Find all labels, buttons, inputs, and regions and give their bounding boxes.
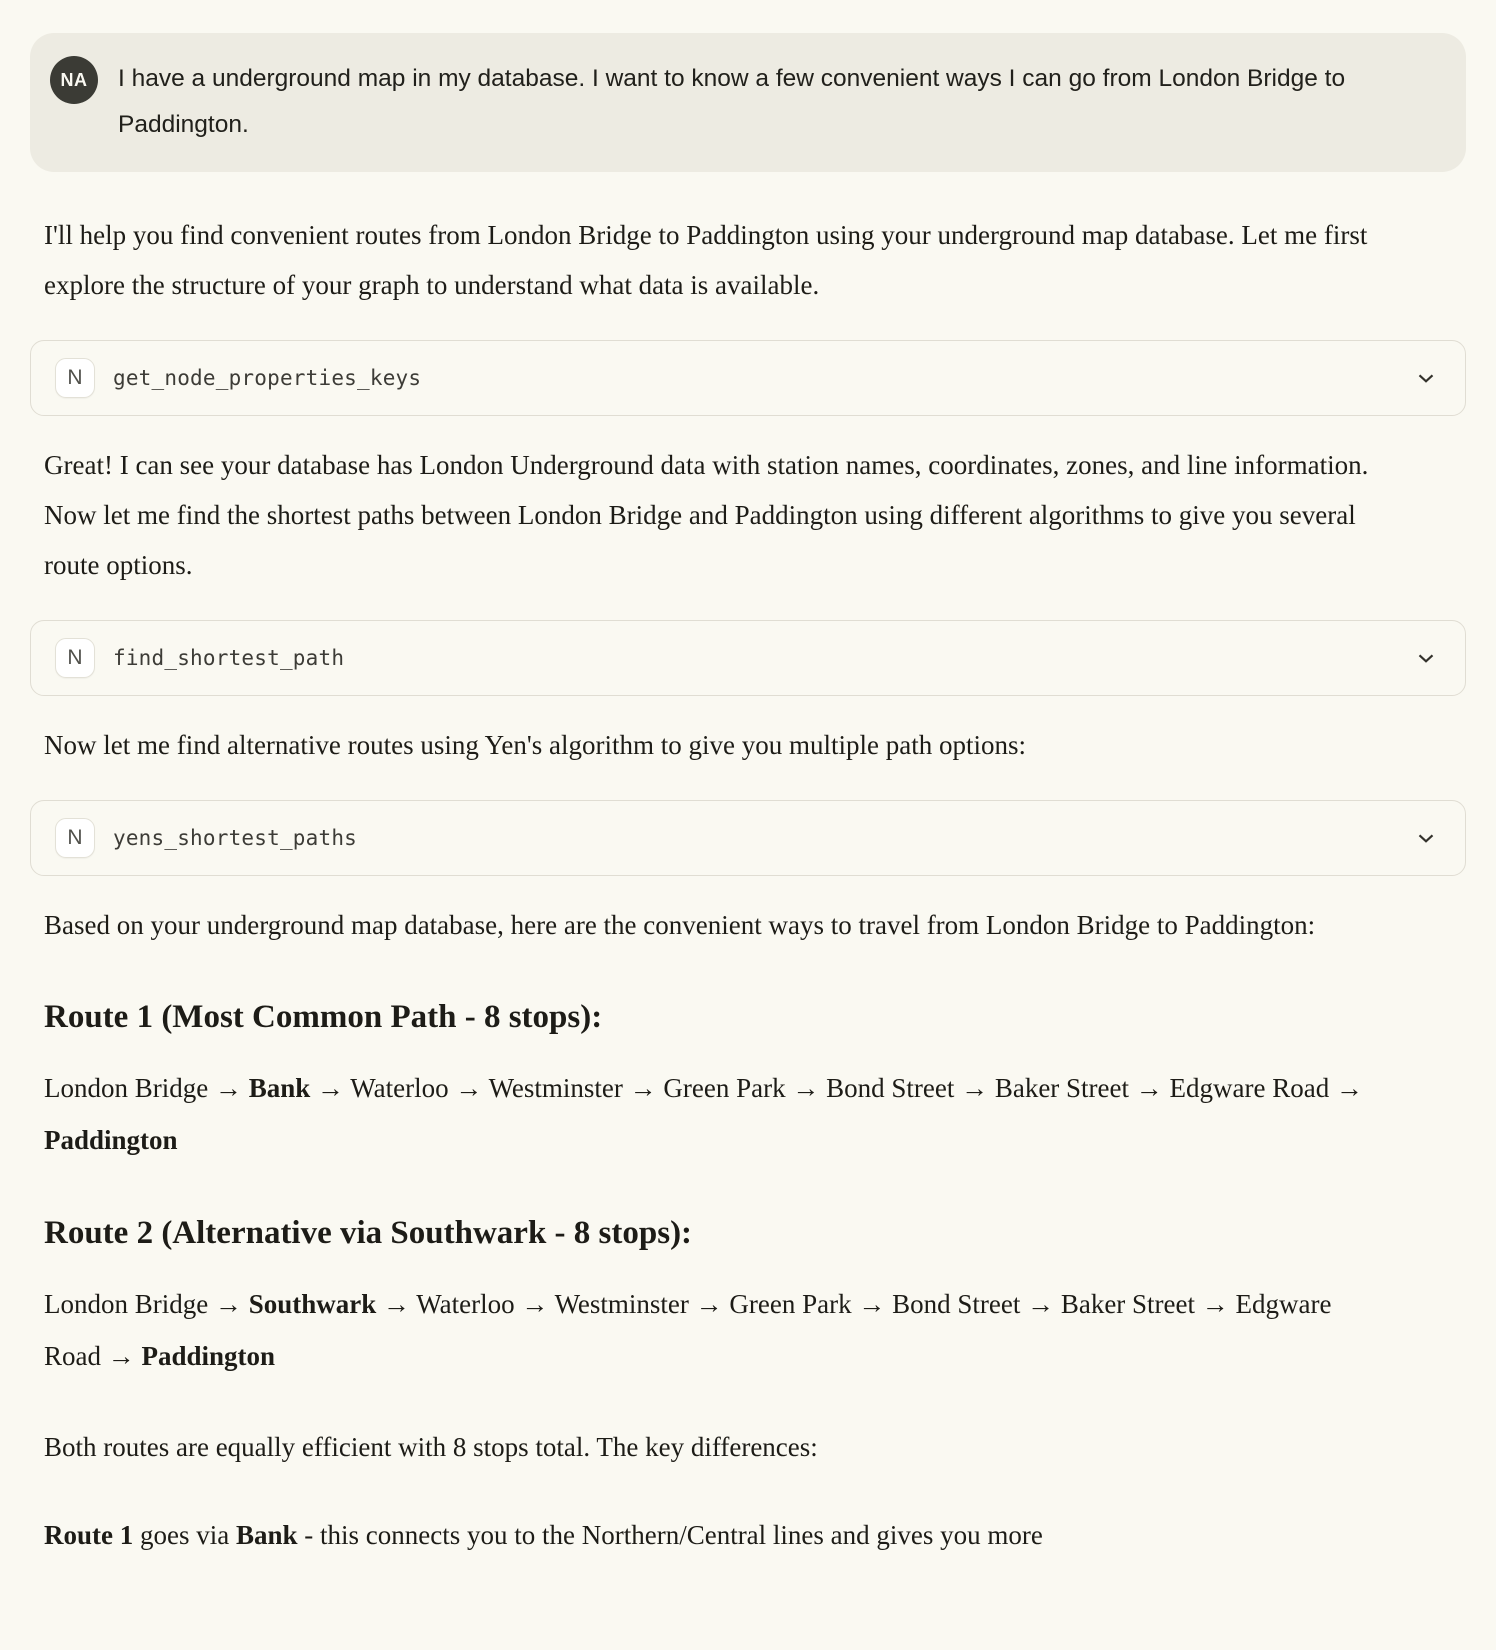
routes-summary-paragraph: Both routes are equally efficient with 8 stops total. The key differences: [44,1432,818,1462]
tool-name-label: yens_shortest_paths [113,826,358,850]
assistant-response [30,210,1466,1560]
tool-name-label: find_shortest_path [113,646,345,670]
chevron-down-icon[interactable] [1413,365,1439,391]
assistant-paragraph-intro: I'll help you find convenient routes from London Bridge to Paddington using your underground map database. Let me first explore the structure of your graph to understand what data is available. [44,220,1368,300]
user-message-text: I have a underground map in my database. I want to know a few convenient ways I can go from London Bridge to Paddington. [118,65,1346,138]
route-1-path: London Bridge → Bank → Waterloo → Westminster → Green Park → Bond Street → Baker Street → Edgware Road → Paddington [44,1073,1363,1155]
route-2-heading: Route 2 (Alternative via Southwark - 8 stops): [44,1215,693,1251]
route-1-heading: Route 1 (Most Common Path - 8 stops): [44,999,603,1035]
neo4j-tool-icon: N [55,358,95,398]
chevron-down-icon[interactable] [1413,645,1439,671]
chat-transcript [30,0,1466,1560]
tool-name-label: get_node_properties_keys [113,366,422,390]
neo4j-tool-icon: N [55,818,95,858]
user-message-bubble [30,33,1466,172]
tool-call-find-shortest-path[interactable] [30,620,1466,696]
chevron-down-icon[interactable] [1413,825,1439,851]
tool-call-yens-shortest-paths[interactable] [30,800,1466,876]
assistant-paragraph-results-intro: Based on your underground map database, here are the convenient ways to travel from London Bridge to Paddington: [44,910,1316,940]
assistant-paragraph-database-info: Great! I can see your database has London Underground data with station names, coordinates, zones, and line information. Now let me find the shortest paths between London Bridge and Paddington using different algorithms to give you several route options. [44,450,1369,580]
route-1-detail-paragraph: Route 1 goes via Bank - this connects you to the Northern/Central lines and gives you more [44,1520,1043,1550]
neo4j-tool-icon: N [55,638,95,678]
tool-call-get-node-properties-keys[interactable] [30,340,1466,416]
route-2-path: London Bridge → Southwark → Waterloo → Westminster → Green Park → Bond Street → Baker Street → Edgware Road → Paddington [44,1289,1332,1371]
user-avatar: NA [50,56,98,104]
assistant-paragraph-alternative-routes: Now let me find alternative routes using Yen's algorithm to give you multiple path options: [44,730,1026,760]
